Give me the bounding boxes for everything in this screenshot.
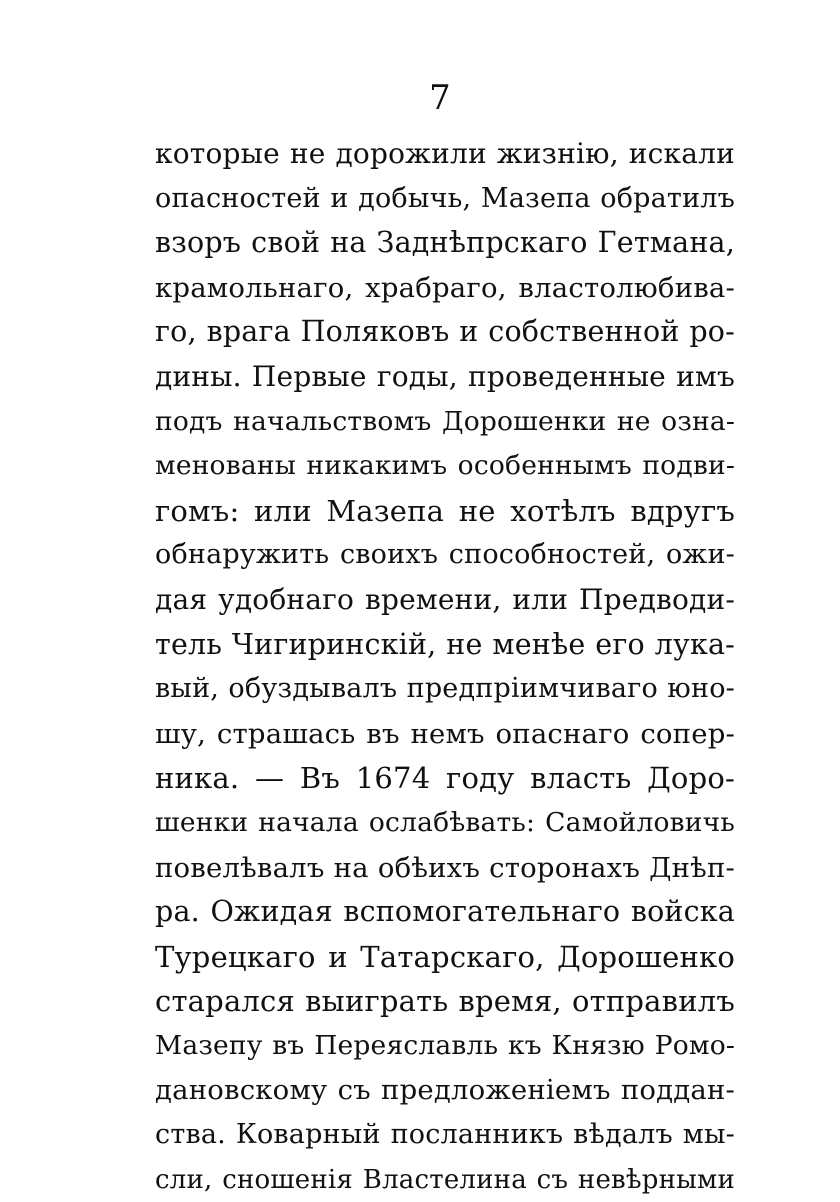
text-line: обнаружить своихъ способностей, ожи-: [155, 539, 735, 571]
text-line: сли, сношенія Властелина съ невѣрными: [155, 1164, 735, 1195]
text-line: старался выиграть время, отправилъ: [155, 984, 735, 1019]
page-number: 7: [429, 78, 451, 118]
text-line: гомъ: или Мазепа не хотѣлъ вдругъ: [155, 493, 735, 528]
text-line: повелѣвалъ на обѣихъ сторонахъ Днѣп-: [155, 851, 735, 884]
text-line: ра. Ожидая вспомогательнаго войска: [155, 895, 735, 929]
text-line: крамольнаго, храбраго, властолюбива-: [155, 271, 735, 304]
text-line: вый, обуздывалъ предпріимчиваго юно-: [155, 673, 735, 705]
text-line: тель Чигиринскій, не менѣе его лука-: [155, 627, 735, 661]
text-line: Мазепу въ Переяславль къ Князю Ромо-: [155, 1029, 735, 1061]
text-line: ника. — Въ 1674 году власть Доро-: [155, 761, 735, 796]
text-line: Турецкаго и Татарскаго, Дорошенко: [155, 939, 735, 974]
text-line: дановскому съ предложеніемъ поддан-: [155, 1074, 735, 1107]
text-line: подъ начальствомъ Дорошенки не озна-: [155, 405, 735, 437]
text-line: дая удобнаго времени, или Предводи-: [155, 582, 735, 616]
text-line: опасностей и добычь, Мазепа обратилъ: [155, 182, 735, 214]
text-line: которые не дорожили жизнію, искали: [155, 137, 735, 170]
text-line: взоръ свой на Заднѣпрскаго Гетмана,: [155, 226, 735, 260]
text-line: ства. Коварный посланникъ вѣдалъ мы-: [155, 1119, 735, 1151]
text-line: го, врага Поляковъ и собственной ро-: [155, 315, 735, 349]
text-line: дины. Первые годы, проведенные имъ: [155, 359, 735, 393]
text-line: менованы никакимъ особеннымъ подви-: [155, 450, 735, 482]
text-line: шу, страшась въ немъ опаснаго сопер-: [155, 717, 735, 750]
body-text: [155, 132, 735, 1202]
text-line: шенки начала ослабѣвать: Самойловичь: [155, 806, 735, 838]
